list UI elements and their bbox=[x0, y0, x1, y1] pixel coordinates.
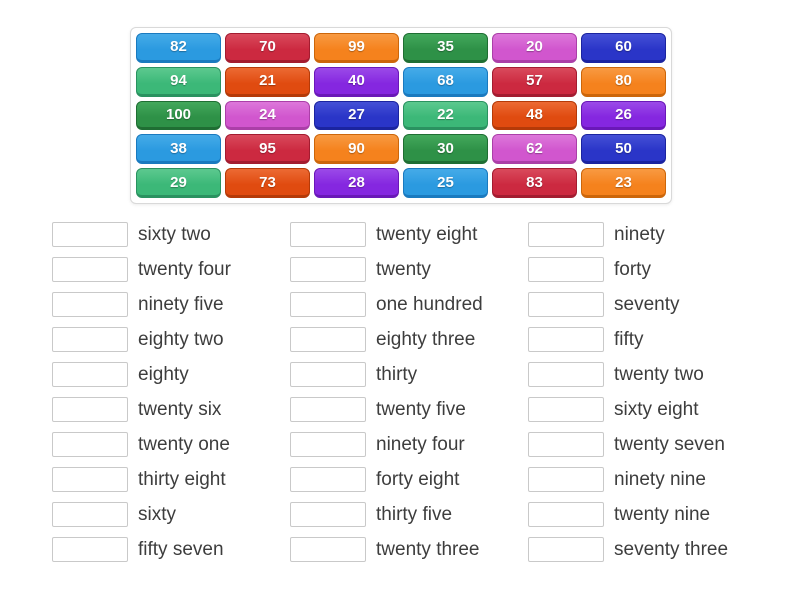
word-row bbox=[290, 292, 483, 317]
word-label: twenty seven bbox=[614, 434, 725, 455]
word-row bbox=[52, 327, 231, 352]
number-tile[interactable]: 40 bbox=[314, 67, 399, 97]
word-row bbox=[290, 362, 483, 387]
word-row bbox=[52, 467, 231, 492]
word-label: forty bbox=[614, 259, 651, 280]
number-tile[interactable]: 21 bbox=[225, 67, 310, 97]
word-row bbox=[52, 397, 231, 422]
number-tile[interactable]: 99 bbox=[314, 33, 399, 63]
word-row bbox=[528, 502, 728, 527]
word-row bbox=[528, 467, 728, 492]
answer-slot[interactable] bbox=[290, 257, 366, 282]
answer-slot[interactable] bbox=[528, 432, 604, 457]
word-label: sixty eight bbox=[614, 399, 699, 420]
answer-slot[interactable] bbox=[52, 397, 128, 422]
number-tile[interactable]: 50 bbox=[581, 134, 666, 164]
answer-slot[interactable] bbox=[52, 327, 128, 352]
answer-slot[interactable] bbox=[528, 537, 604, 562]
word-row bbox=[290, 467, 483, 492]
word-row bbox=[528, 292, 728, 317]
word-label: twenty six bbox=[138, 399, 222, 420]
answer-slot[interactable] bbox=[52, 222, 128, 247]
word-label: seventy bbox=[614, 294, 680, 315]
answer-slot[interactable] bbox=[290, 432, 366, 457]
word-row bbox=[528, 397, 728, 422]
answer-slot[interactable] bbox=[290, 537, 366, 562]
answer-slot[interactable] bbox=[52, 362, 128, 387]
word-row bbox=[290, 257, 483, 282]
word-label: eighty three bbox=[376, 329, 476, 350]
word-label: sixty two bbox=[138, 224, 211, 245]
word-label: ninety five bbox=[138, 294, 224, 315]
word-row bbox=[52, 222, 231, 247]
number-tile[interactable]: 95 bbox=[225, 134, 310, 164]
number-tile[interactable]: 70 bbox=[225, 33, 310, 63]
number-tile[interactable]: 100 bbox=[136, 101, 221, 131]
word-row bbox=[528, 537, 728, 562]
answer-slot[interactable] bbox=[528, 327, 604, 352]
word-label: twenty bbox=[376, 259, 431, 280]
answer-slot[interactable] bbox=[52, 537, 128, 562]
number-tile[interactable]: 20 bbox=[492, 33, 577, 63]
word-label: twenty eight bbox=[376, 224, 478, 245]
answer-slot[interactable] bbox=[52, 502, 128, 527]
answer-slot[interactable] bbox=[52, 257, 128, 282]
word-label: thirty bbox=[376, 364, 418, 385]
word-row bbox=[528, 327, 728, 352]
answer-slot[interactable] bbox=[290, 467, 366, 492]
answer-slot[interactable] bbox=[290, 397, 366, 422]
number-tile[interactable]: 25 bbox=[403, 168, 488, 198]
number-tile[interactable]: 35 bbox=[403, 33, 488, 63]
word-label: ninety four bbox=[376, 434, 465, 455]
word-row bbox=[290, 397, 483, 422]
word-label: thirty eight bbox=[138, 469, 226, 490]
word-row bbox=[528, 257, 728, 282]
word-column-3 bbox=[528, 222, 728, 572]
answer-slot[interactable] bbox=[52, 432, 128, 457]
word-label: twenty nine bbox=[614, 504, 711, 525]
word-row bbox=[290, 432, 483, 457]
number-tile[interactable]: 23 bbox=[581, 168, 666, 198]
number-tile[interactable]: 48 bbox=[492, 101, 577, 131]
answer-slot[interactable] bbox=[290, 292, 366, 317]
answer-slot[interactable] bbox=[290, 362, 366, 387]
word-row bbox=[290, 537, 483, 562]
number-tile[interactable]: 27 bbox=[314, 101, 399, 131]
word-label: eighty two bbox=[138, 329, 224, 350]
answer-slot[interactable] bbox=[528, 292, 604, 317]
word-label: ninety nine bbox=[614, 469, 706, 490]
answer-slot[interactable] bbox=[52, 292, 128, 317]
number-tile[interactable]: 94 bbox=[136, 67, 221, 97]
word-label: forty eight bbox=[376, 469, 460, 490]
answer-slot[interactable] bbox=[290, 222, 366, 247]
answer-slot[interactable] bbox=[290, 327, 366, 352]
word-label: twenty one bbox=[138, 434, 230, 455]
number-tile[interactable]: 90 bbox=[314, 134, 399, 164]
number-tile[interactable]: 30 bbox=[403, 134, 488, 164]
word-row bbox=[52, 362, 231, 387]
word-row bbox=[52, 257, 231, 282]
answer-slot[interactable] bbox=[528, 362, 604, 387]
word-label: twenty five bbox=[376, 399, 466, 420]
word-row bbox=[52, 502, 231, 527]
answer-slot[interactable] bbox=[528, 502, 604, 527]
word-label: one hundred bbox=[376, 294, 483, 315]
number-tile[interactable]: 28 bbox=[314, 168, 399, 198]
word-label: twenty two bbox=[614, 364, 704, 385]
word-label: seventy three bbox=[614, 539, 729, 560]
answer-slot[interactable] bbox=[528, 467, 604, 492]
answer-slot[interactable] bbox=[52, 467, 128, 492]
word-label: thirty five bbox=[376, 504, 453, 525]
word-row bbox=[52, 292, 231, 317]
word-column-1 bbox=[52, 222, 231, 572]
answer-slot[interactable] bbox=[528, 257, 604, 282]
number-tile[interactable]: 38 bbox=[136, 134, 221, 164]
word-row bbox=[528, 222, 728, 247]
word-label: eighty bbox=[138, 364, 189, 385]
number-tile[interactable]: 22 bbox=[403, 101, 488, 131]
word-label: sixty bbox=[138, 504, 176, 525]
number-tile[interactable]: 62 bbox=[492, 134, 577, 164]
word-label: fifty bbox=[614, 329, 644, 350]
word-row bbox=[290, 222, 483, 247]
number-tile[interactable]: 29 bbox=[136, 168, 221, 198]
word-row bbox=[290, 327, 483, 352]
word-label: fifty seven bbox=[138, 539, 224, 560]
word-label: ninety bbox=[614, 224, 665, 245]
number-tile[interactable]: 73 bbox=[225, 168, 310, 198]
number-tile[interactable]: 82 bbox=[136, 33, 221, 63]
number-tile[interactable]: 80 bbox=[581, 67, 666, 97]
word-row bbox=[52, 537, 231, 562]
number-tile[interactable]: 68 bbox=[403, 67, 488, 97]
word-label: twenty four bbox=[138, 259, 231, 280]
word-row bbox=[290, 502, 483, 527]
answer-slot[interactable] bbox=[290, 502, 366, 527]
answer-slot[interactable] bbox=[528, 222, 604, 247]
number-tile[interactable]: 26 bbox=[581, 101, 666, 131]
number-tile-grid bbox=[130, 27, 672, 204]
number-tile[interactable]: 57 bbox=[492, 67, 577, 97]
word-column-2 bbox=[290, 222, 483, 572]
number-tile[interactable]: 24 bbox=[225, 101, 310, 131]
word-row bbox=[528, 432, 728, 457]
number-tile[interactable]: 60 bbox=[581, 33, 666, 63]
word-label: twenty three bbox=[376, 539, 480, 560]
word-row bbox=[52, 432, 231, 457]
word-row bbox=[528, 362, 728, 387]
answer-slot[interactable] bbox=[528, 397, 604, 422]
number-tile[interactable]: 83 bbox=[492, 168, 577, 198]
